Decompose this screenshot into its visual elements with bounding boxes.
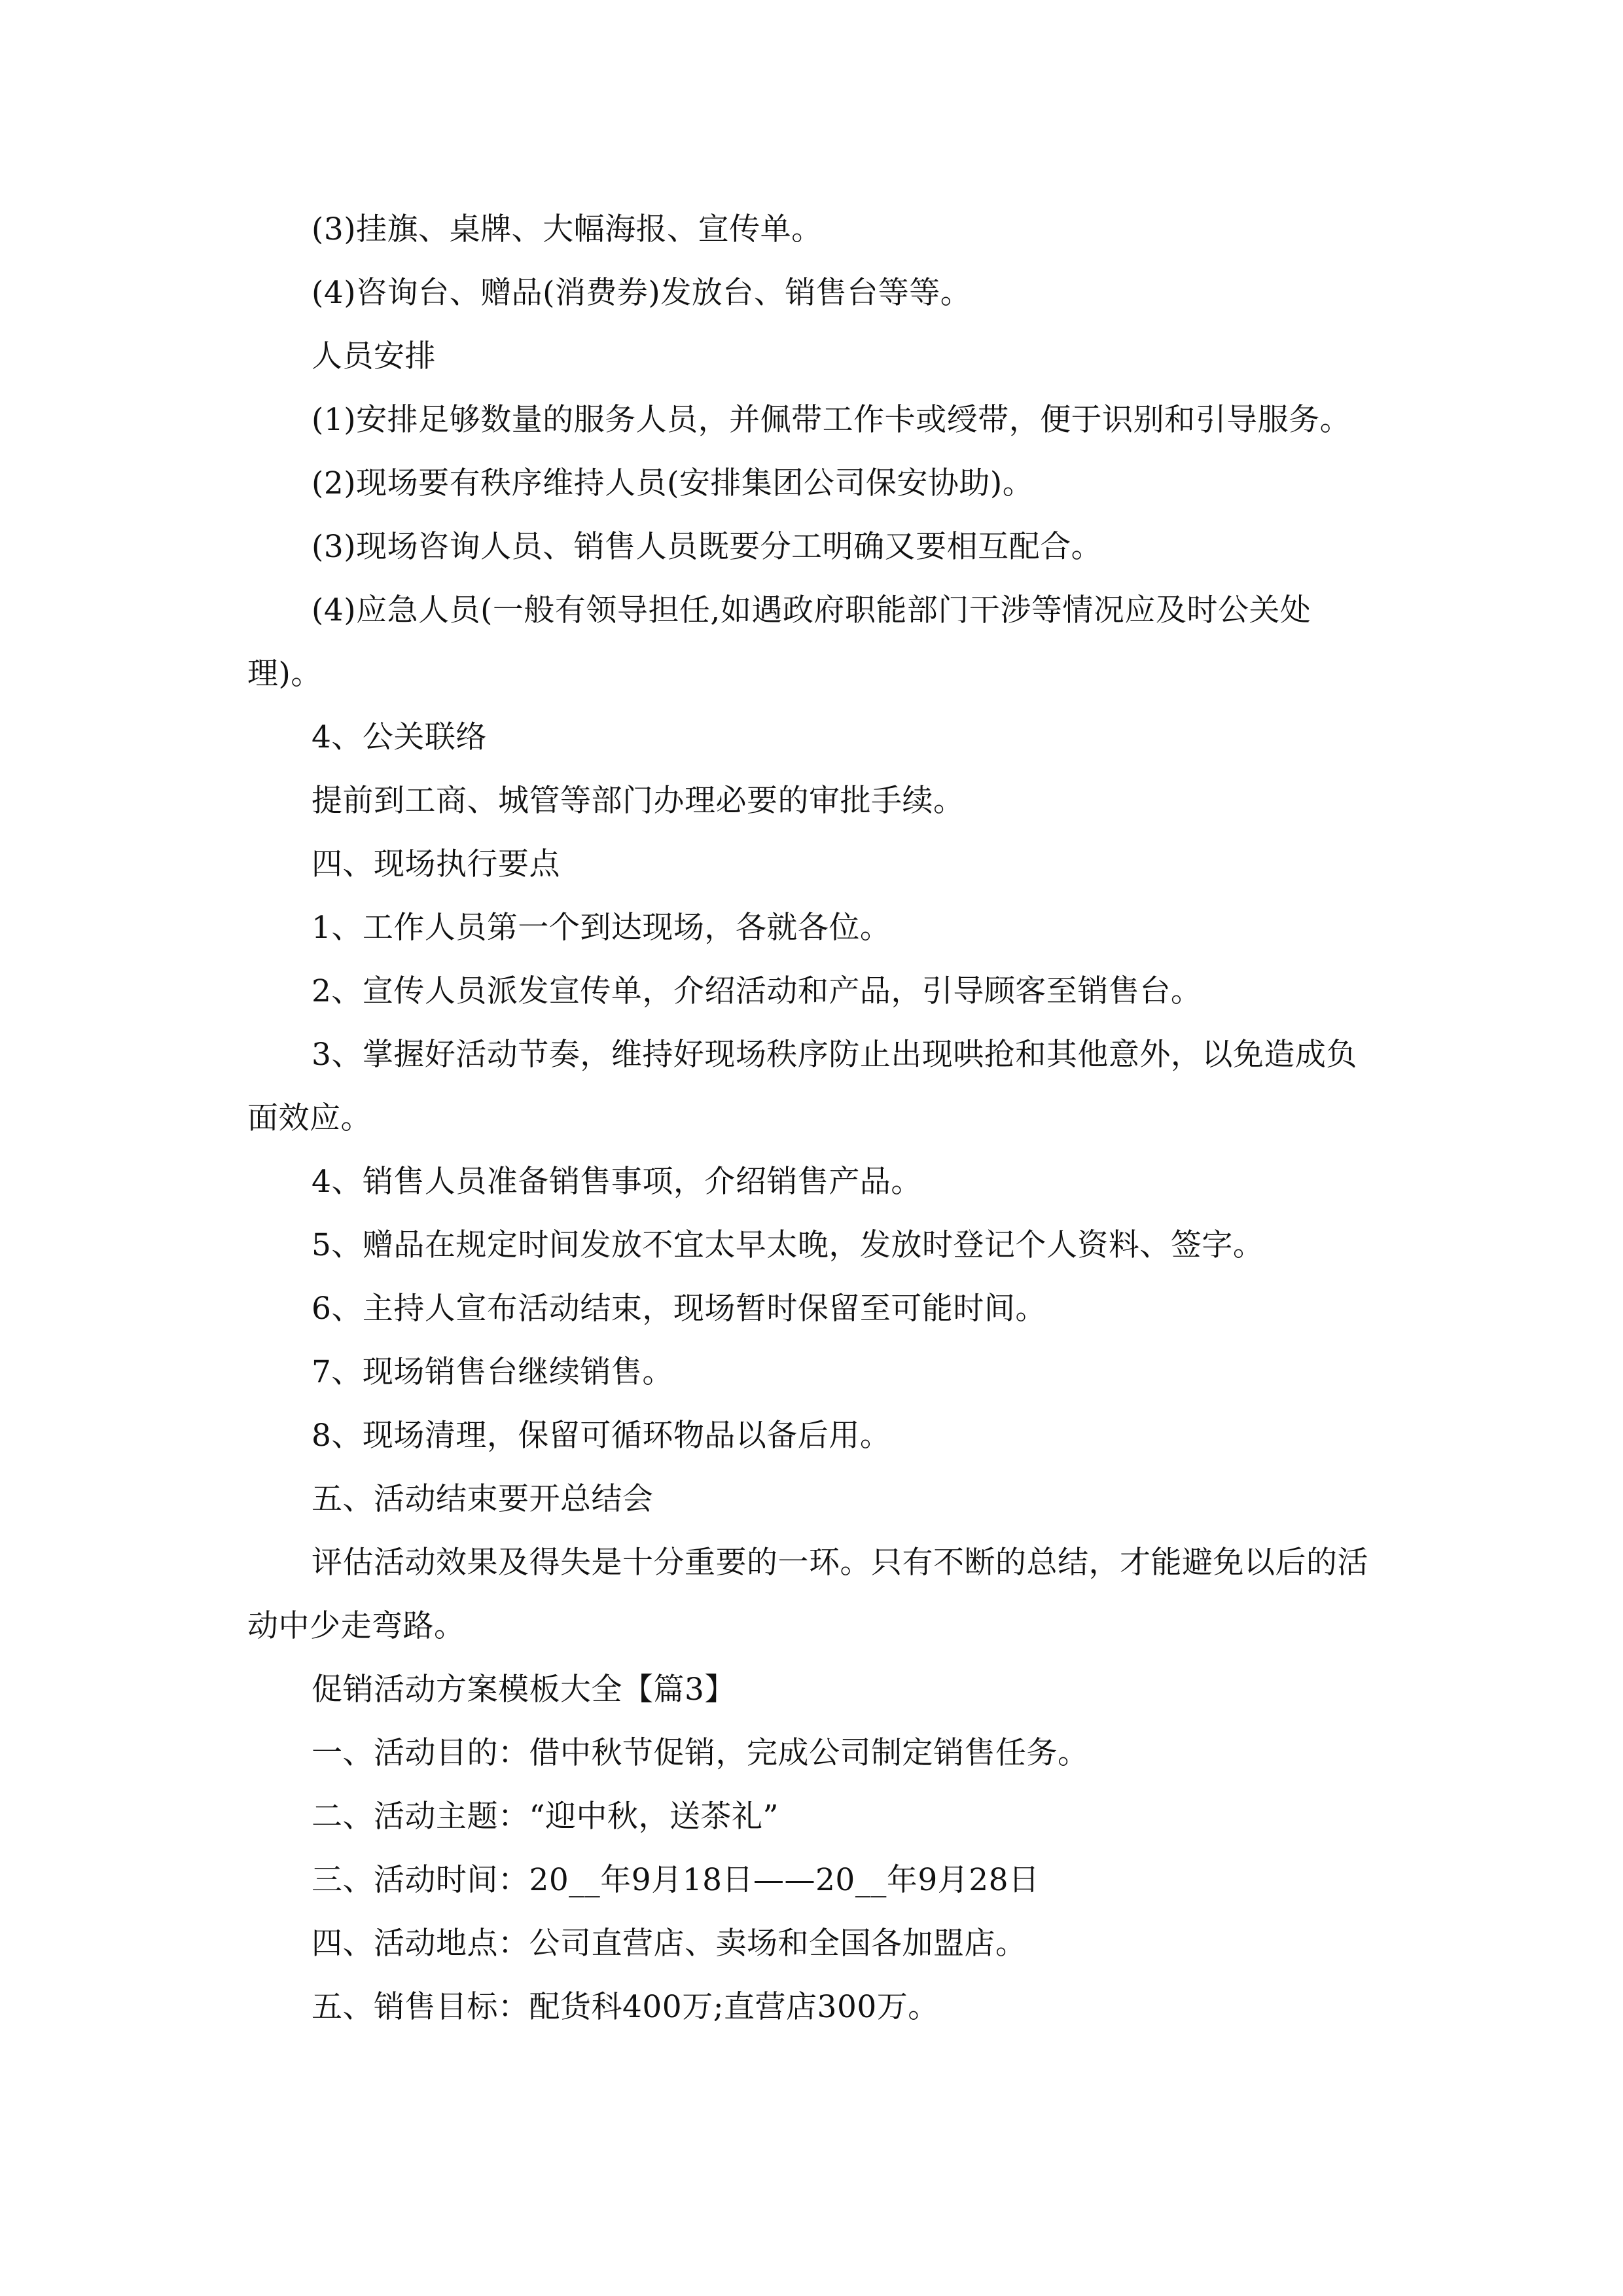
paragraph: 1、工作人员第一个到达现场，各就各位。 <box>312 910 891 946</box>
document-body <box>247 198 1381 2039</box>
paragraph: (4)应急人员(一般有领导担任,如遇政府职能部门干涉等情况应及时公关处理)。 <box>247 592 1311 692</box>
paragraph: 三、活动时间：20__年9月18日——20__年9月28日 <box>312 1862 1040 1898</box>
paragraph: 6、主持人宣布活动结束，现场暂时保留至可能时间。 <box>312 1291 1046 1327</box>
paragraph: (1)安排足够数量的服务人员，并佩带工作卡或绶带，便于识别和引导服务。 <box>312 402 1351 438</box>
paragraph: 四、活动地点：公司直营店、卖场和全国各加盟店。 <box>312 1926 1027 1962</box>
paragraph: 5、赠品在规定时间发放不宜太早太晚，发放时登记个人资料、签字。 <box>312 1227 1264 1263</box>
paragraph: 4、销售人员准备销售事项，介绍销售产品。 <box>312 1164 922 1200</box>
paragraph: 二、活动主题：“迎中秋，送茶礼” <box>312 1799 779 1835</box>
paragraph: 3、掌握好活动节奏，维持好现场秩序防止出现哄抢和其他意外，以免造成负面效应。 <box>247 1037 1357 1136</box>
document-section-title: 促销活动方案模板大全【篇3】 <box>312 1672 736 1708</box>
paragraph: (3)现场咨询人员、销售人员既要分工明确又要相互配合。 <box>312 529 1103 565</box>
paragraph: 2、宣传人员派发宣传单，介绍活动和产品，引导顾客至销售台。 <box>312 973 1202 1009</box>
paragraph: 8、现场清理，保留可循环物品以备后用。 <box>312 1418 891 1454</box>
section-heading: 4、公关联络 <box>312 719 487 755</box>
section-heading: 五、活动结束要开总结会 <box>312 1481 654 1517</box>
paragraph: 评估活动效果及得失是十分重要的一环。只有不断的总结，才能避免以后的活动中少走弯路。 <box>247 1545 1368 1644</box>
section-heading: 四、现场执行要点 <box>312 846 560 882</box>
paragraph: (3)挂旗、桌牌、大幅海报、宣传单。 <box>312 211 823 247</box>
section-heading: 人员安排 <box>312 338 436 374</box>
paragraph: (4)咨询台、赠品(消费券)发放台、销售台等等。 <box>312 275 972 311</box>
paragraph: 五、销售目标：配货科400万;直营店300万。 <box>312 1989 939 2025</box>
paragraph: (2)现场要有秩序维持人员(安排集团公司保安协助)。 <box>312 465 1034 501</box>
paragraph: 7、现场销售台继续销售。 <box>312 1354 673 1390</box>
paragraph: 提前到工商、城管等部门办理必要的审批手续。 <box>312 783 965 819</box>
paragraph: 一、活动目的：借中秋节促销，完成公司制定销售任务。 <box>312 1735 1089 1771</box>
